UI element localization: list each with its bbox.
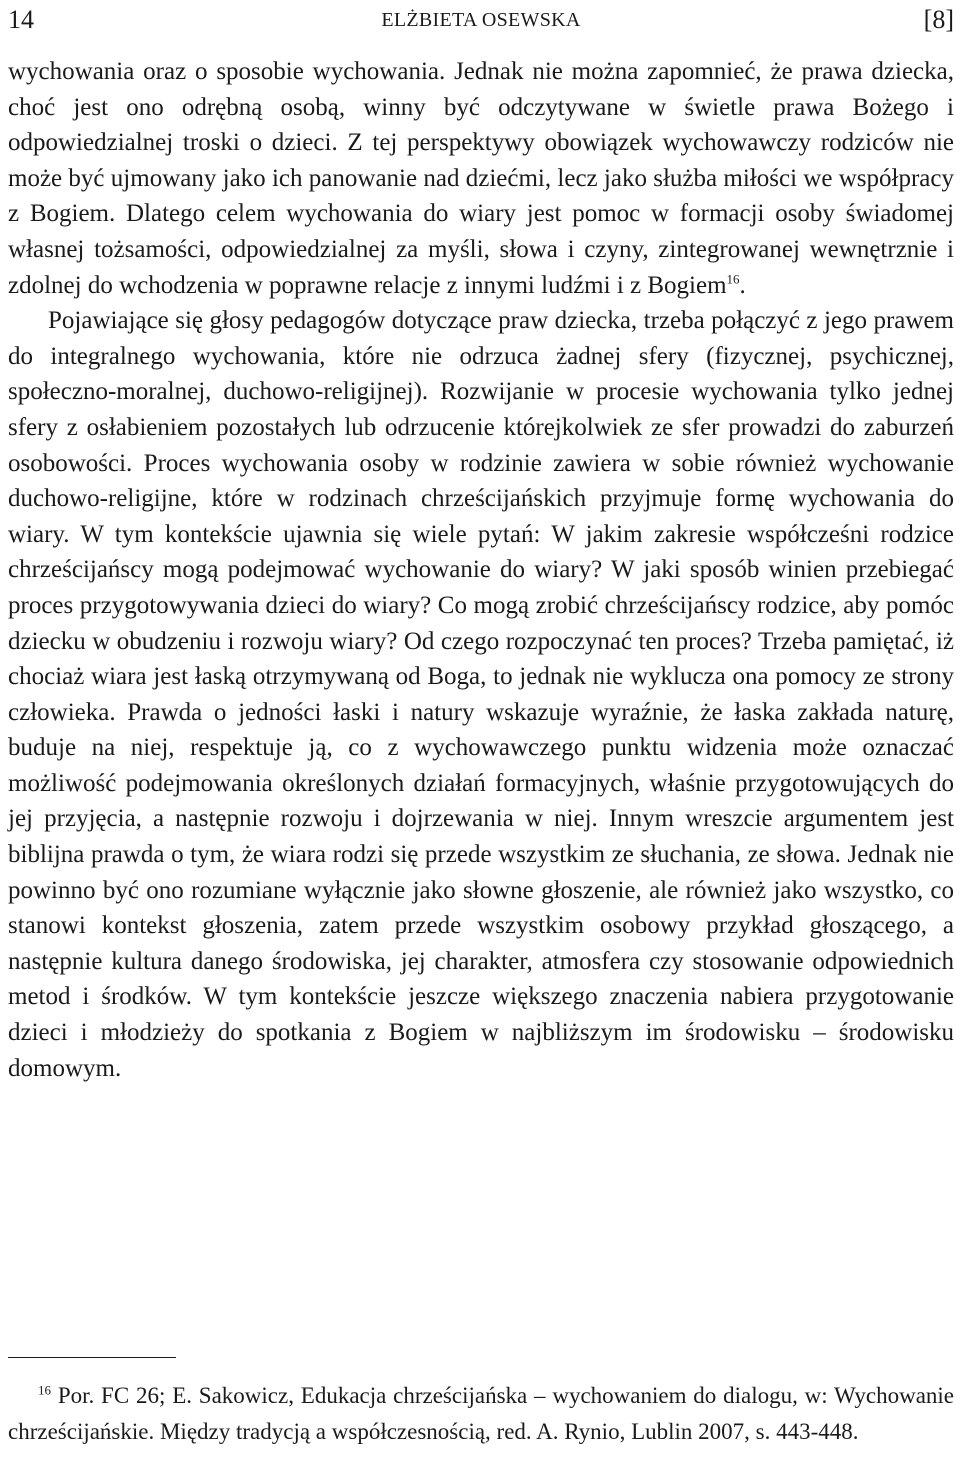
footnote-number: 16 [38,1382,51,1398]
author-name: ELŻBIETA OSEWSKA [381,9,581,31]
book-page [8,0,954,1480]
footnote-text: Por. FC 26; E. Sakowicz, Edukacja chrześcijańska – wychowaniem do dialogu, w: Wychowanie chrześcijańskie. Między tradycją a współczesnością, red. A. Rynio, Lublin 2007, s. 443-448. [8,1383,954,1444]
running-head [8,2,954,38]
footnote [8,1378,954,1449]
paragraph-1 [8,54,954,303]
page-number: 14 [8,5,34,34]
paragraph-1-end: . [739,271,746,299]
footnote-reference: 16 [726,271,740,287]
paragraph-2: Pojawiające się głosy pedagogów dotyczące praw dziecka, trzeba połączyć z jego prawem do integralnego wychowania, które nie odrzuca żadnej sfery (fizycznej, psychicznej, społeczno-moralnej, duchowo-religijnej). Rozwijanie w procesie wychowania tylko jednej sfery z osłabieniem pozostałych lub odrzucenie którejkolwiek ze sfer prowadzi do zaburzeń osobowości. Proces wychowania osoby w rodzinie zawiera w sobie również wychowanie duchowo-religijne, które w rodzinach chrześcijańskich przyjmuje formę wychowania do wiary. W tym kontekście ujawnia się wiele pytań: W jakim zakresie współcześni rodzice chrześcijańscy mogą podejmować wychowanie do wiary? W jaki sposób winien przebiegać proces przygotowywania dzieci do wiary? Co mogą zrobić chrześcijańscy rodzice, aby pomóc dziecku w obudzeniu i rozwoju wiary? Od czego rozpoczynać ten proces? Trzeba pamiętać, iż chociaż wiara jest łaską otrzymywaną od Boga, to jednak nie wyklucza ona pomocy ze strony człowieka. Prawda o jedności łaski i natury wskazuje wyraźnie, że łaska zakłada naturę, buduje na niej, respektuje ją, co z wychowawczego punktu widzenia może oznaczać możliwość podejmowania określonych działań formacyjnych, właśnie przygotowujących do jej przyjęcia, a następnie rozwoju i dojrzewania w niej. Innym wreszcie argumentem jest biblijna prawda o tym, że wiara rodzi się przede wszystkim ze słuchania, ze słowa. Jednak nie powinno być ono rozumiane wyłącznie jako słowne głoszenie, ale również jako wszystko, co stanowi kontekst głoszenia, zatem przede wszystkim osobowy przykład głoszącego, a następnie kultura danego środowiska, jej charakter, atmosfera czy stosowanie odpowiednich metod i środków. W tym kontekście jeszcze większego znaczenia nabiera przygotowanie dzieci i młodzieży do spotkania z Bogiem w najbliższym im środowisku – środowisku domowym. [8,307,954,1082]
issue-number: [8] [923,5,954,34]
footnote-divider [8,1357,176,1358]
body-text [8,54,954,1086]
paragraph-1-text: wychowania oraz o sposobie wychowania. Jednak nie można zapomnieć, że prawa dziecka, choć jest ono odrębną osobą, winny być odczytywane w świetle prawa Bożego i odpowiedzialnej troski o dzieci. Z tej perspektywy obowiązek wychowawczy rodziców nie może być ujmowany jako ich panowanie nad dziećmi, lecz jako służba miłości we współpracy z Bogiem. Dlatego celem wychowania do wiary jest pomoc w formacji osoby świadomej własnej tożsamości, odpowiedzialnej za myśli, słowa i czyny, zintegrowanej wewnętrznie i zdolnej do wchodzenia w poprawne relacje z innymi ludźmi i z Bogiem [8,58,954,299]
